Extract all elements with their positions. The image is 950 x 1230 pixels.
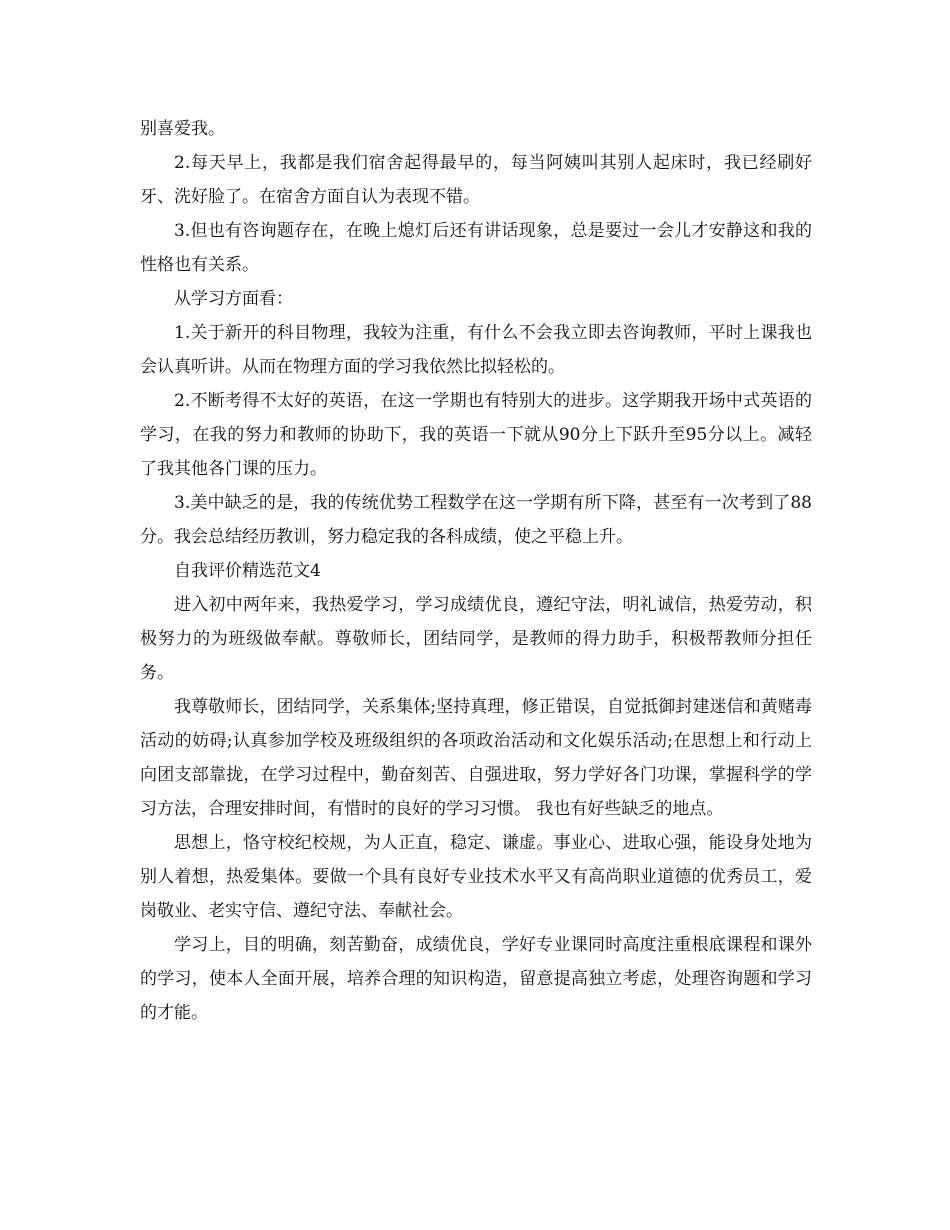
paragraph-6: 2.不断考得不太好的英语，在这一学期也有特别大的进步。这学期我开场中式英语的学习，在我的努力和教师的协助下，我的英语一下就从90分上下跃升至95分以上。减轻了我其他各门课的压力。	[140, 391, 812, 479]
paragraph-2: 2.每天早上，我都是我们宿舍起得最早的，每当阿姨叫其别人起床时，我已经刷好牙、洗好脸了。在宿舍方面自认为表现不错。	[140, 153, 812, 207]
paragraph-12: 学习上，目的明确，刻苦勤奋，成绩优良，学好专业课同时高度注重根底课程和课外的学习，使本人全面开展，培养合理的知识构造，留意提高独立考虑，处理咨询题和学习的才能。	[140, 935, 812, 1023]
paragraph-10: 我尊敬师长，团结同学，关系集体;坚持真理，修正错误，自觉抵御封建迷信和黄赌毒活动的妨碍;认真参加学校及班级组织的各项政治活动和文化娱乐活动;在思想上和行动上向团支部靠拢，在学习过程中，勤奋刻苦、自强进取，努力学好各门功课，掌握科学的学习方法，合理安排时间，有惜时的良好的学习习惯。 我也有好些缺乏的地点。	[140, 697, 812, 819]
section-heading-sample-4: 自我评价精选范文4	[174, 561, 321, 581]
document-body	[140, 112, 812, 1030]
paragraph-7: 3.美中缺乏的是，我的传统优势工程数学在这一学期有所下降，甚至有一次考到了88分。我会总结经历教训，努力稳定我的各科成绩，使之平稳上升。	[140, 493, 812, 547]
paragraph-9: 进入初中两年来，我热爱学习，学习成绩优良，遵纪守法，明礼诚信，热爱劳动，积极努力的为班级做奉献。尊敬师长，团结同学，是教师的得力助手，积极帮教师分担任务。	[140, 595, 812, 683]
paragraph-11: 思想上，恪守校纪校规，为人正直，稳定、谦虚。事业心、进取心强，能设身处地为别人着想，热爱集体。要做一个具有良好专业技术水平又有高尚职业道德的优秀员工，爱岗敬业、老实守信、遵纪守法、奉献社会。	[140, 833, 812, 921]
paragraph-3: 3.但也有咨询题存在，在晚上熄灯后还有讲话现象，总是要过一会儿才安静这和我的性格也有关系。	[140, 221, 812, 275]
section-heading-study: 从学习方面看：	[174, 289, 293, 309]
paragraph-5: 1.关于新开的科目物理，我较为注重，有什么不会我立即去咨询教师，平时上课我也会认真听讲。从而在物理方面的学习我依然比拟轻松的。	[140, 323, 812, 377]
paragraph-1: 别喜爱我。	[140, 119, 225, 139]
